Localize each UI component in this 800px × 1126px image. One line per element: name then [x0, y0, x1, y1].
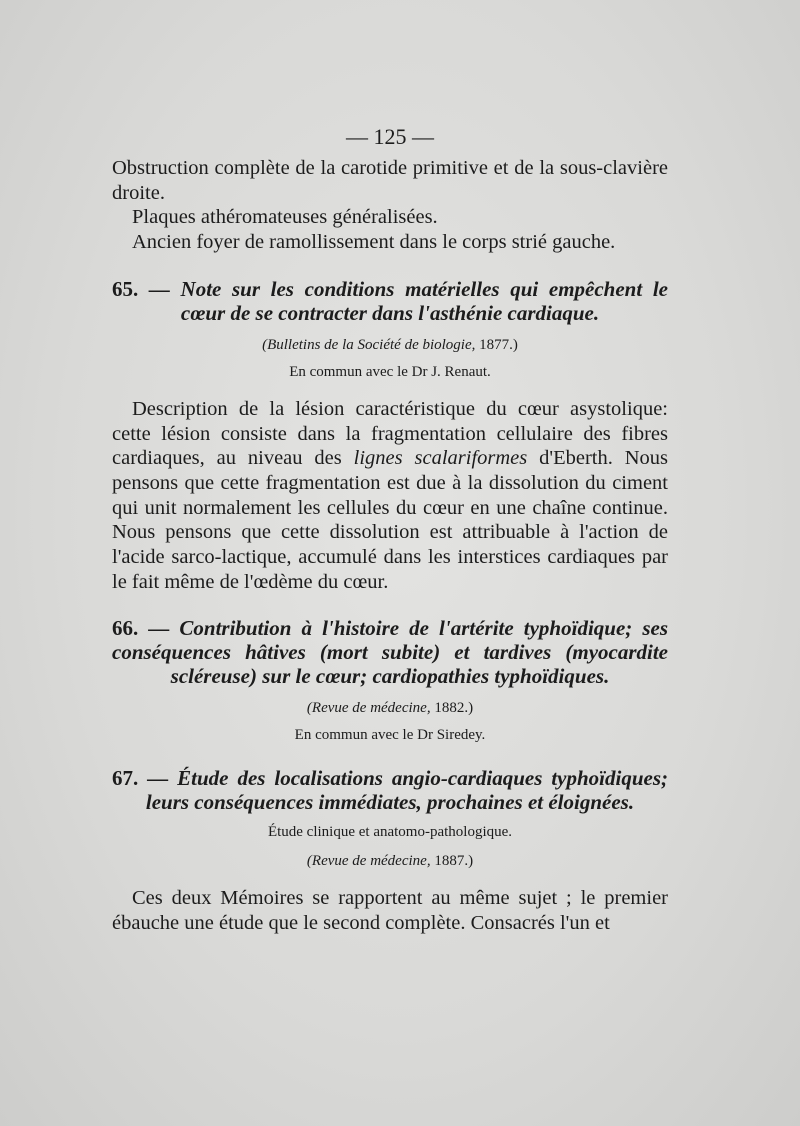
publication-entry-67	[112, 766, 668, 935]
entry-title	[112, 766, 668, 814]
entry-source	[112, 700, 668, 717]
source-year: 1882.)	[434, 700, 474, 717]
entry-title	[112, 277, 668, 325]
publication-entry-66	[112, 616, 668, 744]
entry-number: 65.	[112, 276, 139, 301]
description-text: d'Eberth. Nous pensons que cette fragmentation est due à la dissolution du ciment qui unit normalement les cellules du cœur en une chaîne continue. Nous pensons que cette dissolution est attribuable à l'action de l'acide sarco-lactique, accumulé dans les interstices cardiaques par le fait même de l'œdème du cœur.	[112, 447, 669, 593]
summary-line: Obstruction complète de la carotide primitive et de la sous-clavière droite.	[112, 157, 668, 204]
description-text: Description de la lésion caractéristique du cœur asystolique: cette lésion consiste dans la fragmentation cellulaire des fibres cardiaques, au niveau des	[112, 397, 668, 470]
entry-source	[112, 337, 668, 354]
entry-title-text: — Contribution à l'histoire de l'artérite typhoïdique; ses conséquences hâtives (mort subite) et tardives (myocardite scléreuse) sur le cœur; cardiopathies typhoïdiques.	[112, 616, 669, 689]
source-year: 1887.)	[434, 853, 474, 870]
observation-summary	[112, 156, 668, 255]
entry-source	[112, 853, 668, 870]
page-number: — 125 —	[346, 124, 434, 149]
description-paragraph: Ces deux Mémoires se rapportent au même sujet ; le premier ébauche une étude que le second complète. Consacrés l'un et	[112, 887, 668, 935]
source-journal: (Revue de médecine,	[306, 853, 431, 870]
publication-entry-65	[112, 277, 668, 595]
summary-line: Plaques athéromateuses généralisées.	[132, 206, 438, 229]
entry-coauthor: En commun avec le Dr J. Renaut.	[289, 363, 491, 380]
source-journal: (Bulletins de la Société de biologie,	[262, 336, 476, 353]
source-year: 1877.)	[479, 336, 518, 353]
entry-title	[112, 616, 668, 688]
description-italic-term: lignes scalariformes	[353, 447, 528, 470]
entry-description	[112, 397, 668, 595]
page-content	[112, 124, 668, 936]
source-journal: (Revue de médecine,	[306, 700, 431, 717]
entry-number: 67.	[112, 766, 139, 791]
description-paragraph	[112, 397, 668, 595]
entry-title-text: — Étude des localisations angio-cardiaques typhoïdiques; leurs conséquences immédiates, prochaines et éloignées.	[145, 766, 668, 815]
entry-title-text: — Note sur les conditions matérielles qui empêchent le cœur de se contracter dans l'asthénie cardiaque.	[148, 276, 668, 325]
entry-description	[112, 886, 668, 935]
entry-subtitle: Étude clinique et anatomo-pathologique.	[267, 824, 513, 841]
entry-coauthor: En commun avec le Dr Siredey.	[294, 727, 486, 744]
entry-number: 66.	[112, 616, 139, 641]
summary-line: Ancien foyer de ramollissement dans le corps strié gauche.	[132, 231, 616, 254]
